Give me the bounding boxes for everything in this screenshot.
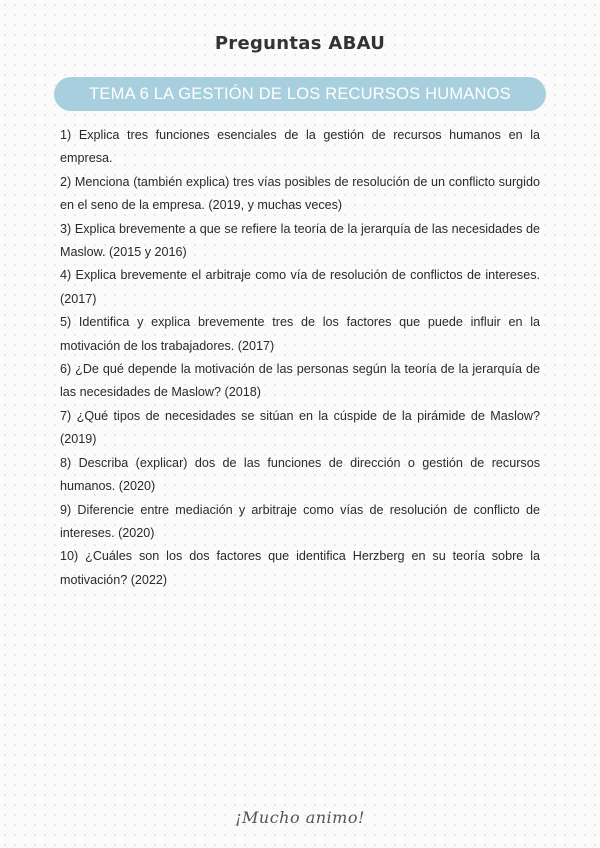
- question-item: 3) Explica brevemente a que se refiere la teoría de la jerarquía de las necesidades de Maslow. (2015 y 2016): [60, 221, 540, 260]
- question-item: 7) ¿Qué tipos de necesidades se sitúan en la cúspide de la pirámide de Maslow? (2019): [60, 408, 540, 447]
- question-item: 8) Describa (explicar) dos de las funciones de dirección o gestión de recursos humanos. (2020): [60, 455, 540, 494]
- question-item: 10) ¿Cuáles son los dos factores que identifica Herzberg en su teoría sobre la motivación? (2022): [60, 549, 540, 587]
- footer-motivation: ¡Mucho animo!: [235, 808, 365, 827]
- question-item: 4) Explica brevemente el arbitraje como vía de resolución de conflictos de intereses. (2017): [60, 268, 540, 306]
- question-item: 5) Identifica y explica brevemente tres de los factores que puede influir en la motivación de los trabajadores. (2017): [60, 315, 540, 353]
- question-item: 6) ¿De qué depende la motivación de las personas según la teoría de la jerarquía de las necesidades de Maslow? (2018): [60, 362, 540, 400]
- topic-banner-text: TEMA 6 LA GESTIÓN DE LOS RECURSOS HUMANOS: [89, 84, 511, 103]
- question-item: 1) Explica tres funciones esenciales de la gestión de recursos humanos en la empresa.: [60, 128, 540, 166]
- topic-banner: [54, 77, 546, 111]
- page-title: Preguntas ABAU: [214, 33, 386, 54]
- question-item: 9) Diferencie entre mediación y arbitraje como vías de resolución de conflicto de intereses. (2020): [60, 502, 540, 540]
- question-list: [60, 124, 540, 592]
- question-item: 2) Menciona (también explica) tres vías posibles de resolución de un conflicto surgido en el seno de la empresa. (2019, y muchas veces): [60, 174, 540, 213]
